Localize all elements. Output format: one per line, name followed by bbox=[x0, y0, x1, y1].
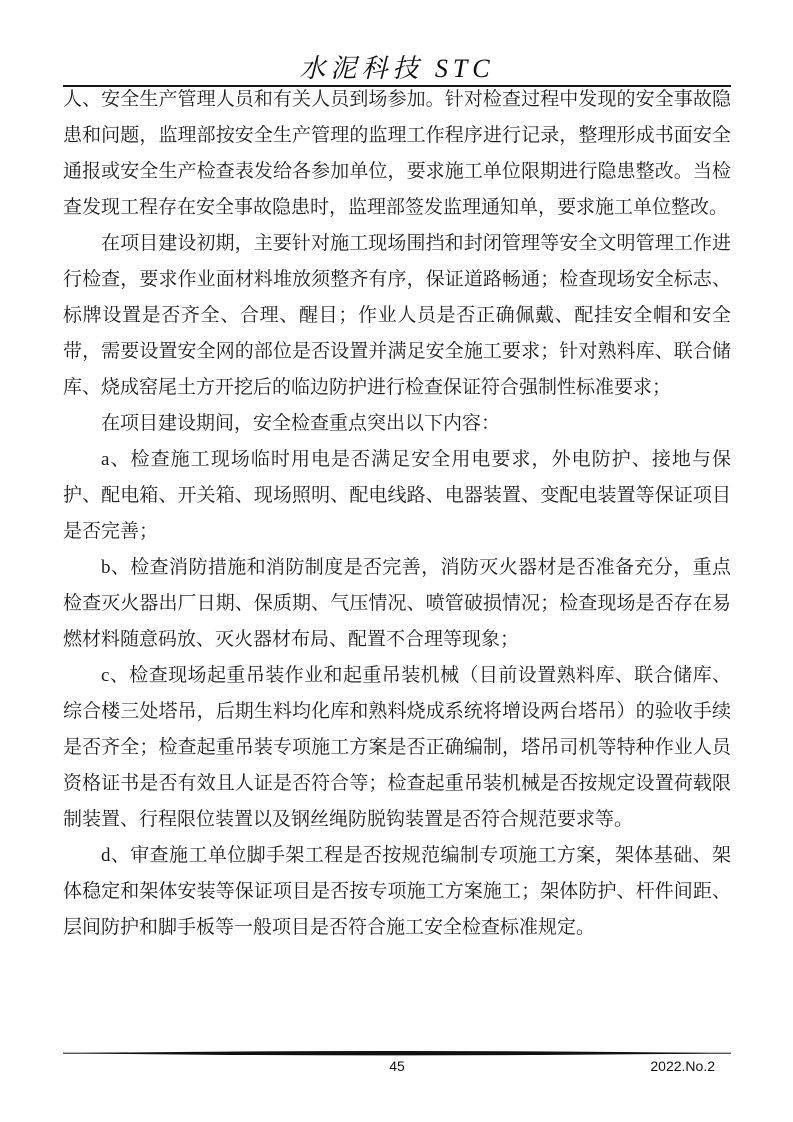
body-paragraph: 在项目建设初期，主要针对施工现场围挡和封闭管理等安全文明管理工作进行检查，要求作业面材料堆放须整齐有序，保证道路畅通；检查现场安全标志、标牌设置是否齐全、合理、醒目；作业人员是否正确佩戴、配挂安全帽和安全带，需要设置安全网的部位是否设置并满足安全施工要求；针对熟料库、联合储库、烧成窑尾土方开挖后的临边防护进行检查保证符合强制性标准要求； bbox=[63, 233, 731, 398]
footer bbox=[63, 1058, 731, 1076]
body-paragraph: c、检查现场起重吊装作业和起重吊装机械（目前设置熟料库、联合储库、综合楼三处塔吊，后期生料均化库和熟料烧成系统将增设两台塔吊）的验收手续是否齐全；检查起重吊装专项施工方案是否正确编制，塔吊司机等特种作业人员资格证书是否有效且人证是否符合等；检查起重吊装机械是否按规定设置荷载限制装置、行程限位装置以及钢丝绳防脱钩装置是否符合规范要求等。 bbox=[63, 665, 731, 830]
body-paragraph: 人、安全生产管理人员和有关人员到场参加。针对检查过程中发现的安全事故隐患和问题，监理部按安全生产管理的监理工作程序进行记录，整理形成书面安全通报或安全生产检查表发给各参加单位，要求施工单位限期进行隐患整改。当检查发现工程存在安全事故隐患时，监理部签发监理通知单，要求施工单位整改。 bbox=[63, 89, 731, 218]
body-paragraph: 在项目建设期间，安全检查重点突出以下内容： bbox=[101, 413, 501, 434]
journal-title: 水泥科技 STC bbox=[299, 54, 495, 83]
body-paragraph: b、检查消防措施和消防制度是否完善，消防灭火器材是否准备充分，重点检查灭火器出厂日期、保质期、气压情况、喷管破损情况；检查现场是否存在易燃材料随意码放、灭火器材布局、配置不合理等现象； bbox=[63, 557, 731, 650]
body-paragraph: d、审查施工单位脚手架工程是否按规范编制专项施工方案，架体基础、架体稳定和架体安装等保证项目是否按专项施工方案施工；架体防护、杆件间距、层间防护和脚手板等一般项目是否符合施工安全检查标准规定。 bbox=[63, 845, 731, 938]
page-number: 45 bbox=[389, 1058, 405, 1074]
body-paragraph: a、检查施工现场临时用电是否满足安全用电要求，外电防护、接地与保护、配电箱、开关箱、现场照明、配电线路、电器装置、变配电装置等保证项目是否完善； bbox=[63, 449, 731, 542]
footer-rule bbox=[63, 1050, 731, 1057]
issue-label: 2022.No.2 bbox=[650, 1058, 715, 1074]
article-body bbox=[63, 82, 731, 946]
